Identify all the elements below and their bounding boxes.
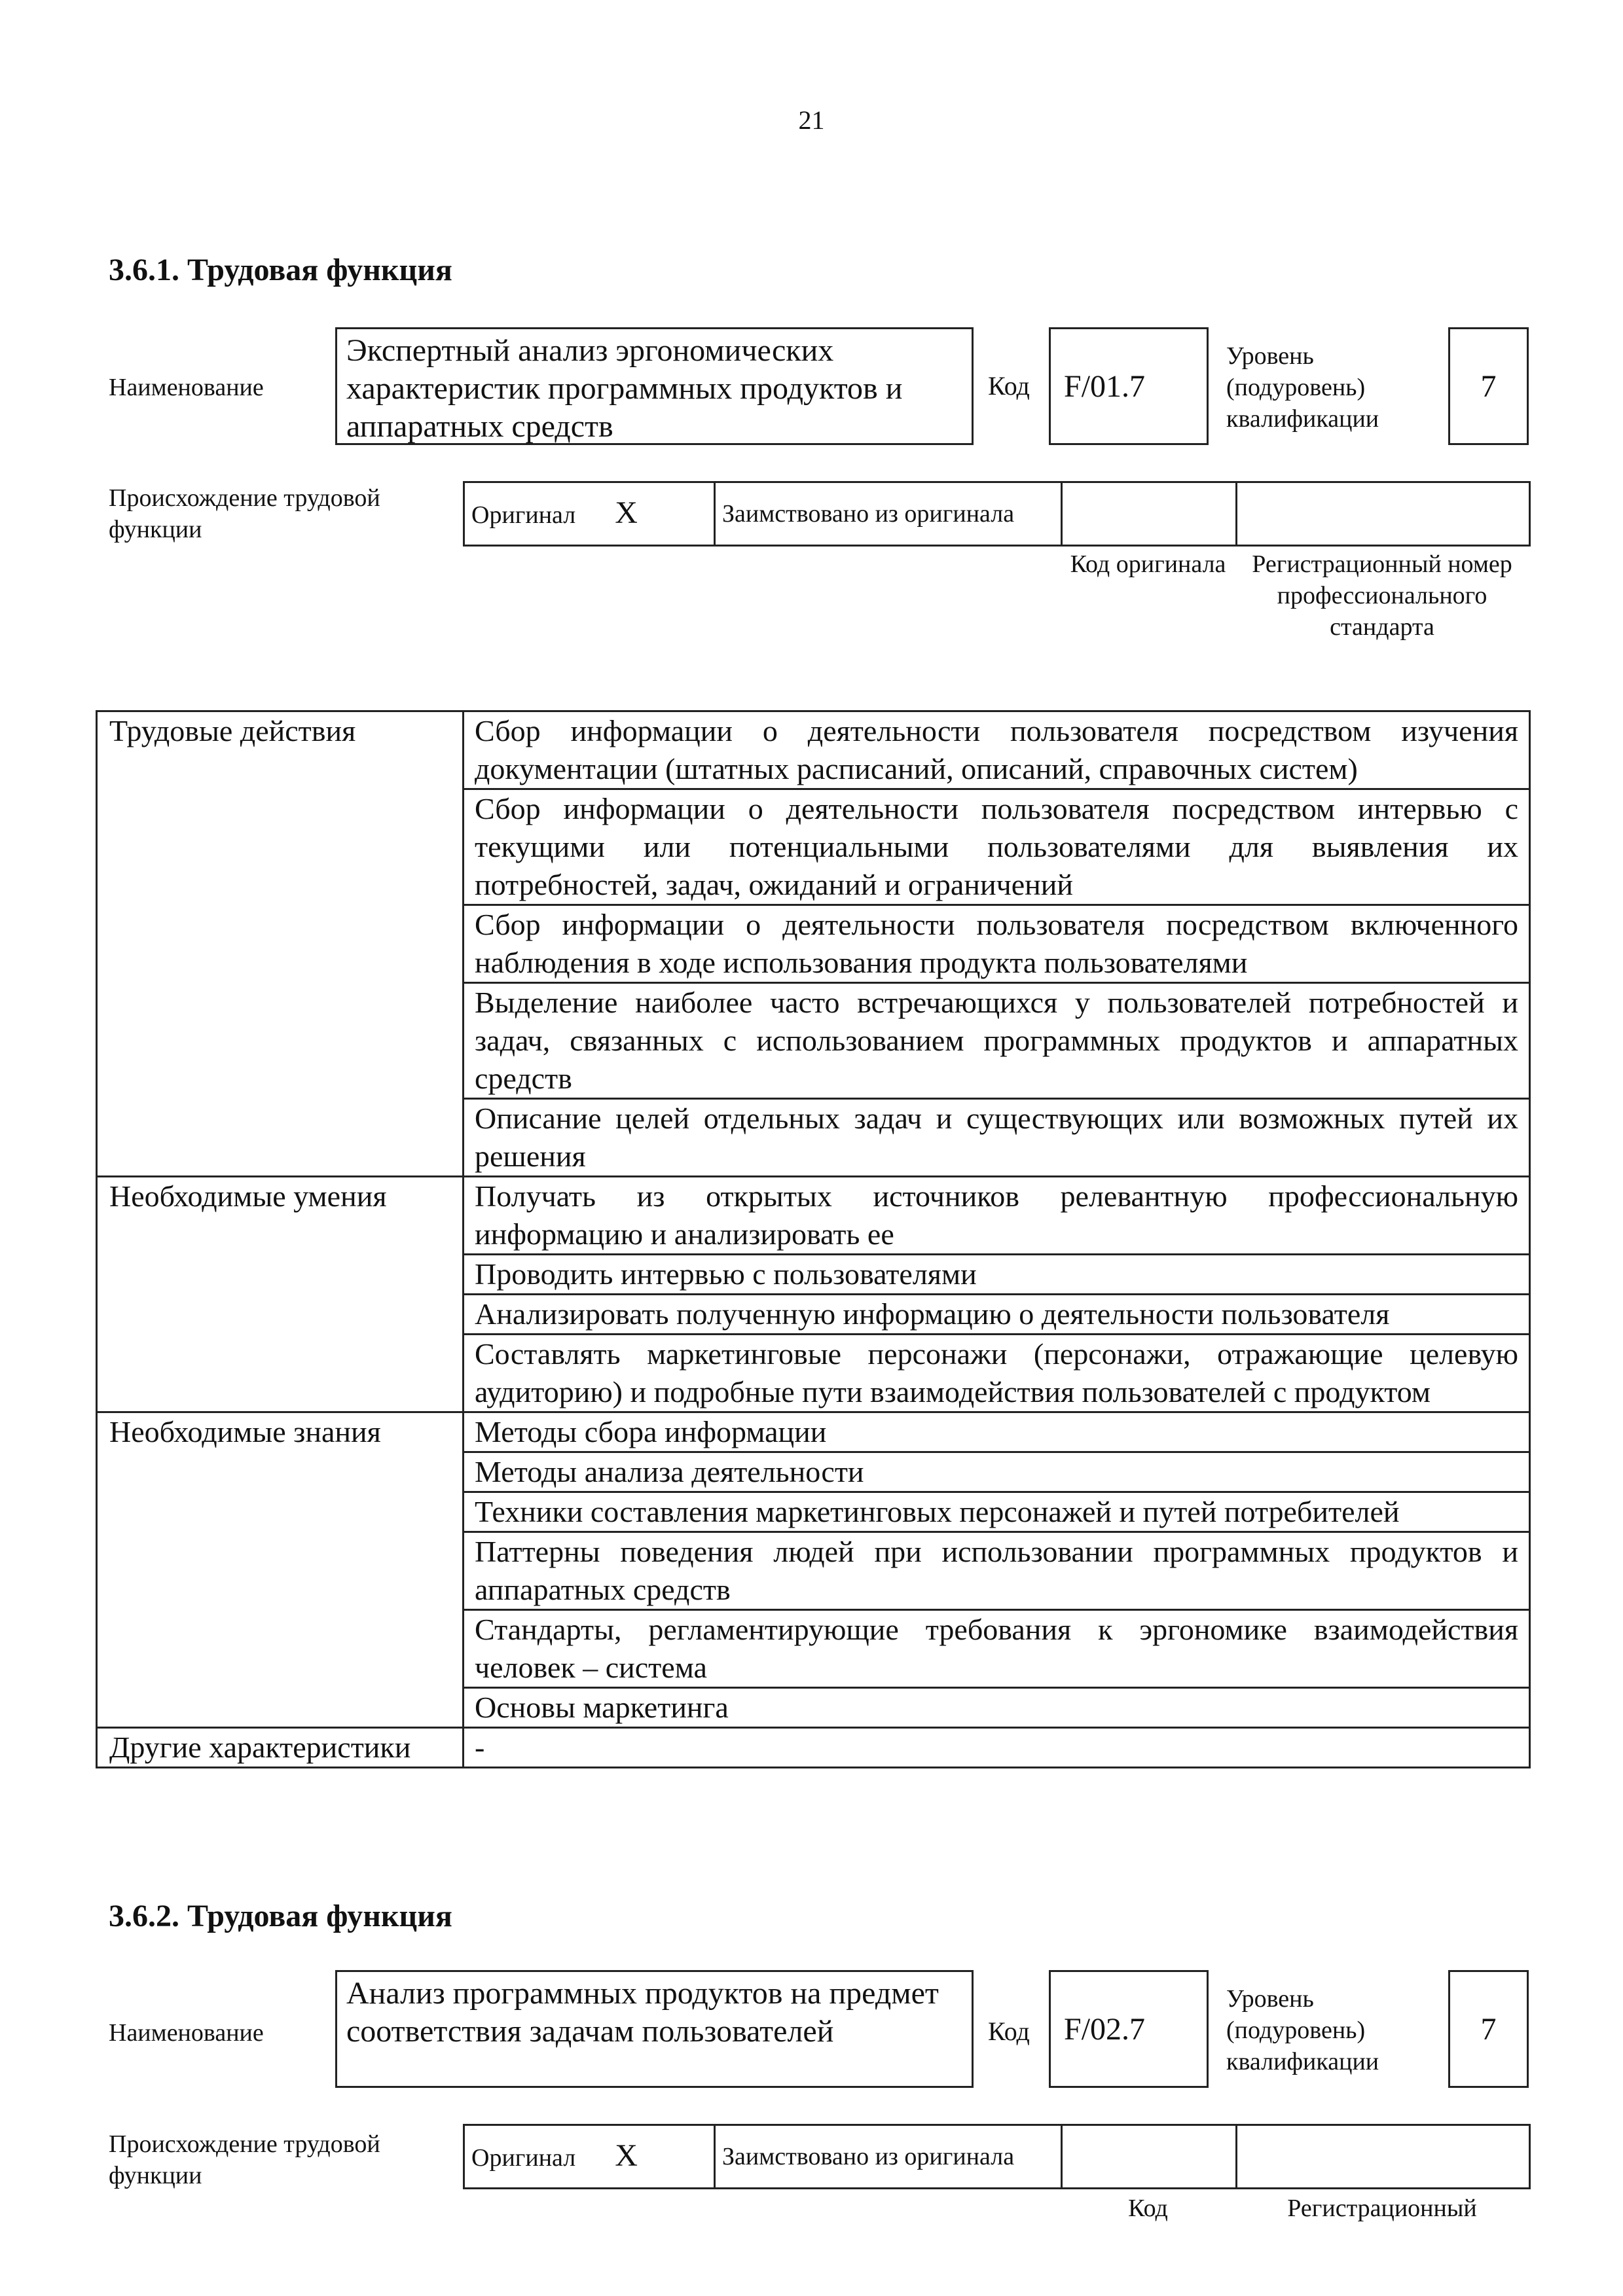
description-cell: Методы анализа деятельности: [464, 1452, 1530, 1492]
level-box: 7: [1448, 327, 1529, 445]
origin-original-cell: [464, 482, 715, 546]
function-code-box-2: F/02.7: [1049, 1970, 1209, 2088]
page-number: 21: [798, 105, 825, 135]
origin-original-cell-2: [464, 2125, 715, 2189]
origin-label: Происхождение трудовой функции: [109, 484, 380, 543]
section-title-3-6-1: 3.6.1. Трудовая функция: [109, 253, 452, 287]
original-x-mark: X: [615, 495, 638, 530]
function-name-box-2: Анализ программных продуктов на предмет соответствия задачам пользователей: [335, 1970, 974, 2088]
table-row: [97, 1728, 1530, 1768]
table-row: [97, 1177, 1530, 1255]
section-title-3-6-2: 3.6.2. Трудовая функция: [109, 1899, 452, 1933]
description-cell: Паттерны поведения людей при использовании программных продуктов и аппаратных средств: [464, 1532, 1530, 1610]
original-code-cell: [1062, 482, 1237, 546]
level-label-2: Уровень (подуровень) квалификации: [1226, 1985, 1379, 2075]
name-label: Наименование: [109, 374, 264, 401]
description-cell: Проводить интервью с пользователями: [464, 1255, 1530, 1295]
original-label: Оригинал: [471, 501, 576, 529]
original-code-caption: Код оригинала: [1070, 550, 1226, 578]
borrowed-label-2: Заимствовано из оригинала: [715, 2125, 1062, 2189]
table-row: [97, 1412, 1530, 1452]
name-label-2: Наименование: [109, 2019, 264, 2047]
reg-number-cell-2: [1237, 2125, 1530, 2189]
origin-label-2: Происхождение трудовой функции: [109, 2130, 380, 2189]
competency-table: [96, 710, 1531, 1768]
function-name-box: Экспертный анализ эргономических характеристик программных продуктов и аппаратных средств: [335, 327, 974, 445]
description-cell: Составлять маркетинговые персонажи (персонажи, отражающие целевую аудиторию) и подробные пути взаимодействия пользователей с продуктом: [464, 1335, 1530, 1412]
description-cell: Описание целей отдельных задач и существующих или возможных путей их решения: [464, 1099, 1530, 1177]
description-cell: Сбор информации о деятельности пользователя посредством включенного наблюдения в ходе использования продукта пользователями: [464, 905, 1530, 983]
reg-number-caption-2: Регистрационный: [1287, 2195, 1477, 2222]
description-cell: Основы маркетинга: [464, 1688, 1530, 1728]
table-row: [97, 711, 1530, 789]
description-cell: Техники составления маркетинговых персонажей и путей потребителей: [464, 1492, 1530, 1532]
description-cell: Сбор информации о деятельности пользователя посредством изучения документации (штатных расписаний, описаний, справочных систем): [464, 711, 1530, 789]
reg-number-caption: Регистрационный номер профессионального стандарта: [1252, 550, 1512, 641]
description-cell: Методы сбора информации: [464, 1412, 1530, 1452]
description-cell: Сбор информации о деятельности пользователя посредством интервью с текущими или потенциальными пользователями для выявления их потребностей, задач, ожиданий и ограничений: [464, 789, 1530, 905]
description-cell: Получать из открытых источников релевантную профессиональную информацию и анализировать ее: [464, 1177, 1530, 1255]
category-cell: Необходимые знания: [97, 1412, 464, 1728]
original-code-caption-2: Код: [1128, 2195, 1168, 2222]
level-label: Уровень (подуровень) квалификации: [1226, 342, 1379, 433]
original-x-mark-2: X: [615, 2138, 638, 2173]
origin-table: [463, 481, 1531, 547]
code-label-2: Код: [988, 2017, 1030, 2046]
code-label: Код: [988, 371, 1030, 401]
origin-table-2: [463, 2124, 1531, 2189]
description-cell: Анализировать полученную информацию о деятельности пользователя: [464, 1295, 1530, 1335]
borrowed-label: Заимствовано из оригинала: [715, 482, 1062, 546]
level-box-2: 7: [1448, 1970, 1529, 2088]
reg-number-cell: [1237, 482, 1530, 546]
category-cell: Другие характеристики: [97, 1728, 464, 1768]
category-cell: Трудовые действия: [97, 711, 464, 1177]
description-cell: Стандарты, регламентирующие требования к эргономике взаимодействия человек – система: [464, 1610, 1530, 1688]
description-cell: -: [464, 1728, 1530, 1768]
category-cell: Необходимые умения: [97, 1177, 464, 1412]
function-code-box: F/01.7: [1049, 327, 1209, 445]
description-cell: Выделение наиболее часто встречающихся у пользователей потребностей и задач, связанных с использованием программных продуктов и аппаратных средств: [464, 983, 1530, 1099]
original-label-2: Оригинал: [471, 2144, 576, 2172]
original-code-cell-2: [1062, 2125, 1237, 2189]
